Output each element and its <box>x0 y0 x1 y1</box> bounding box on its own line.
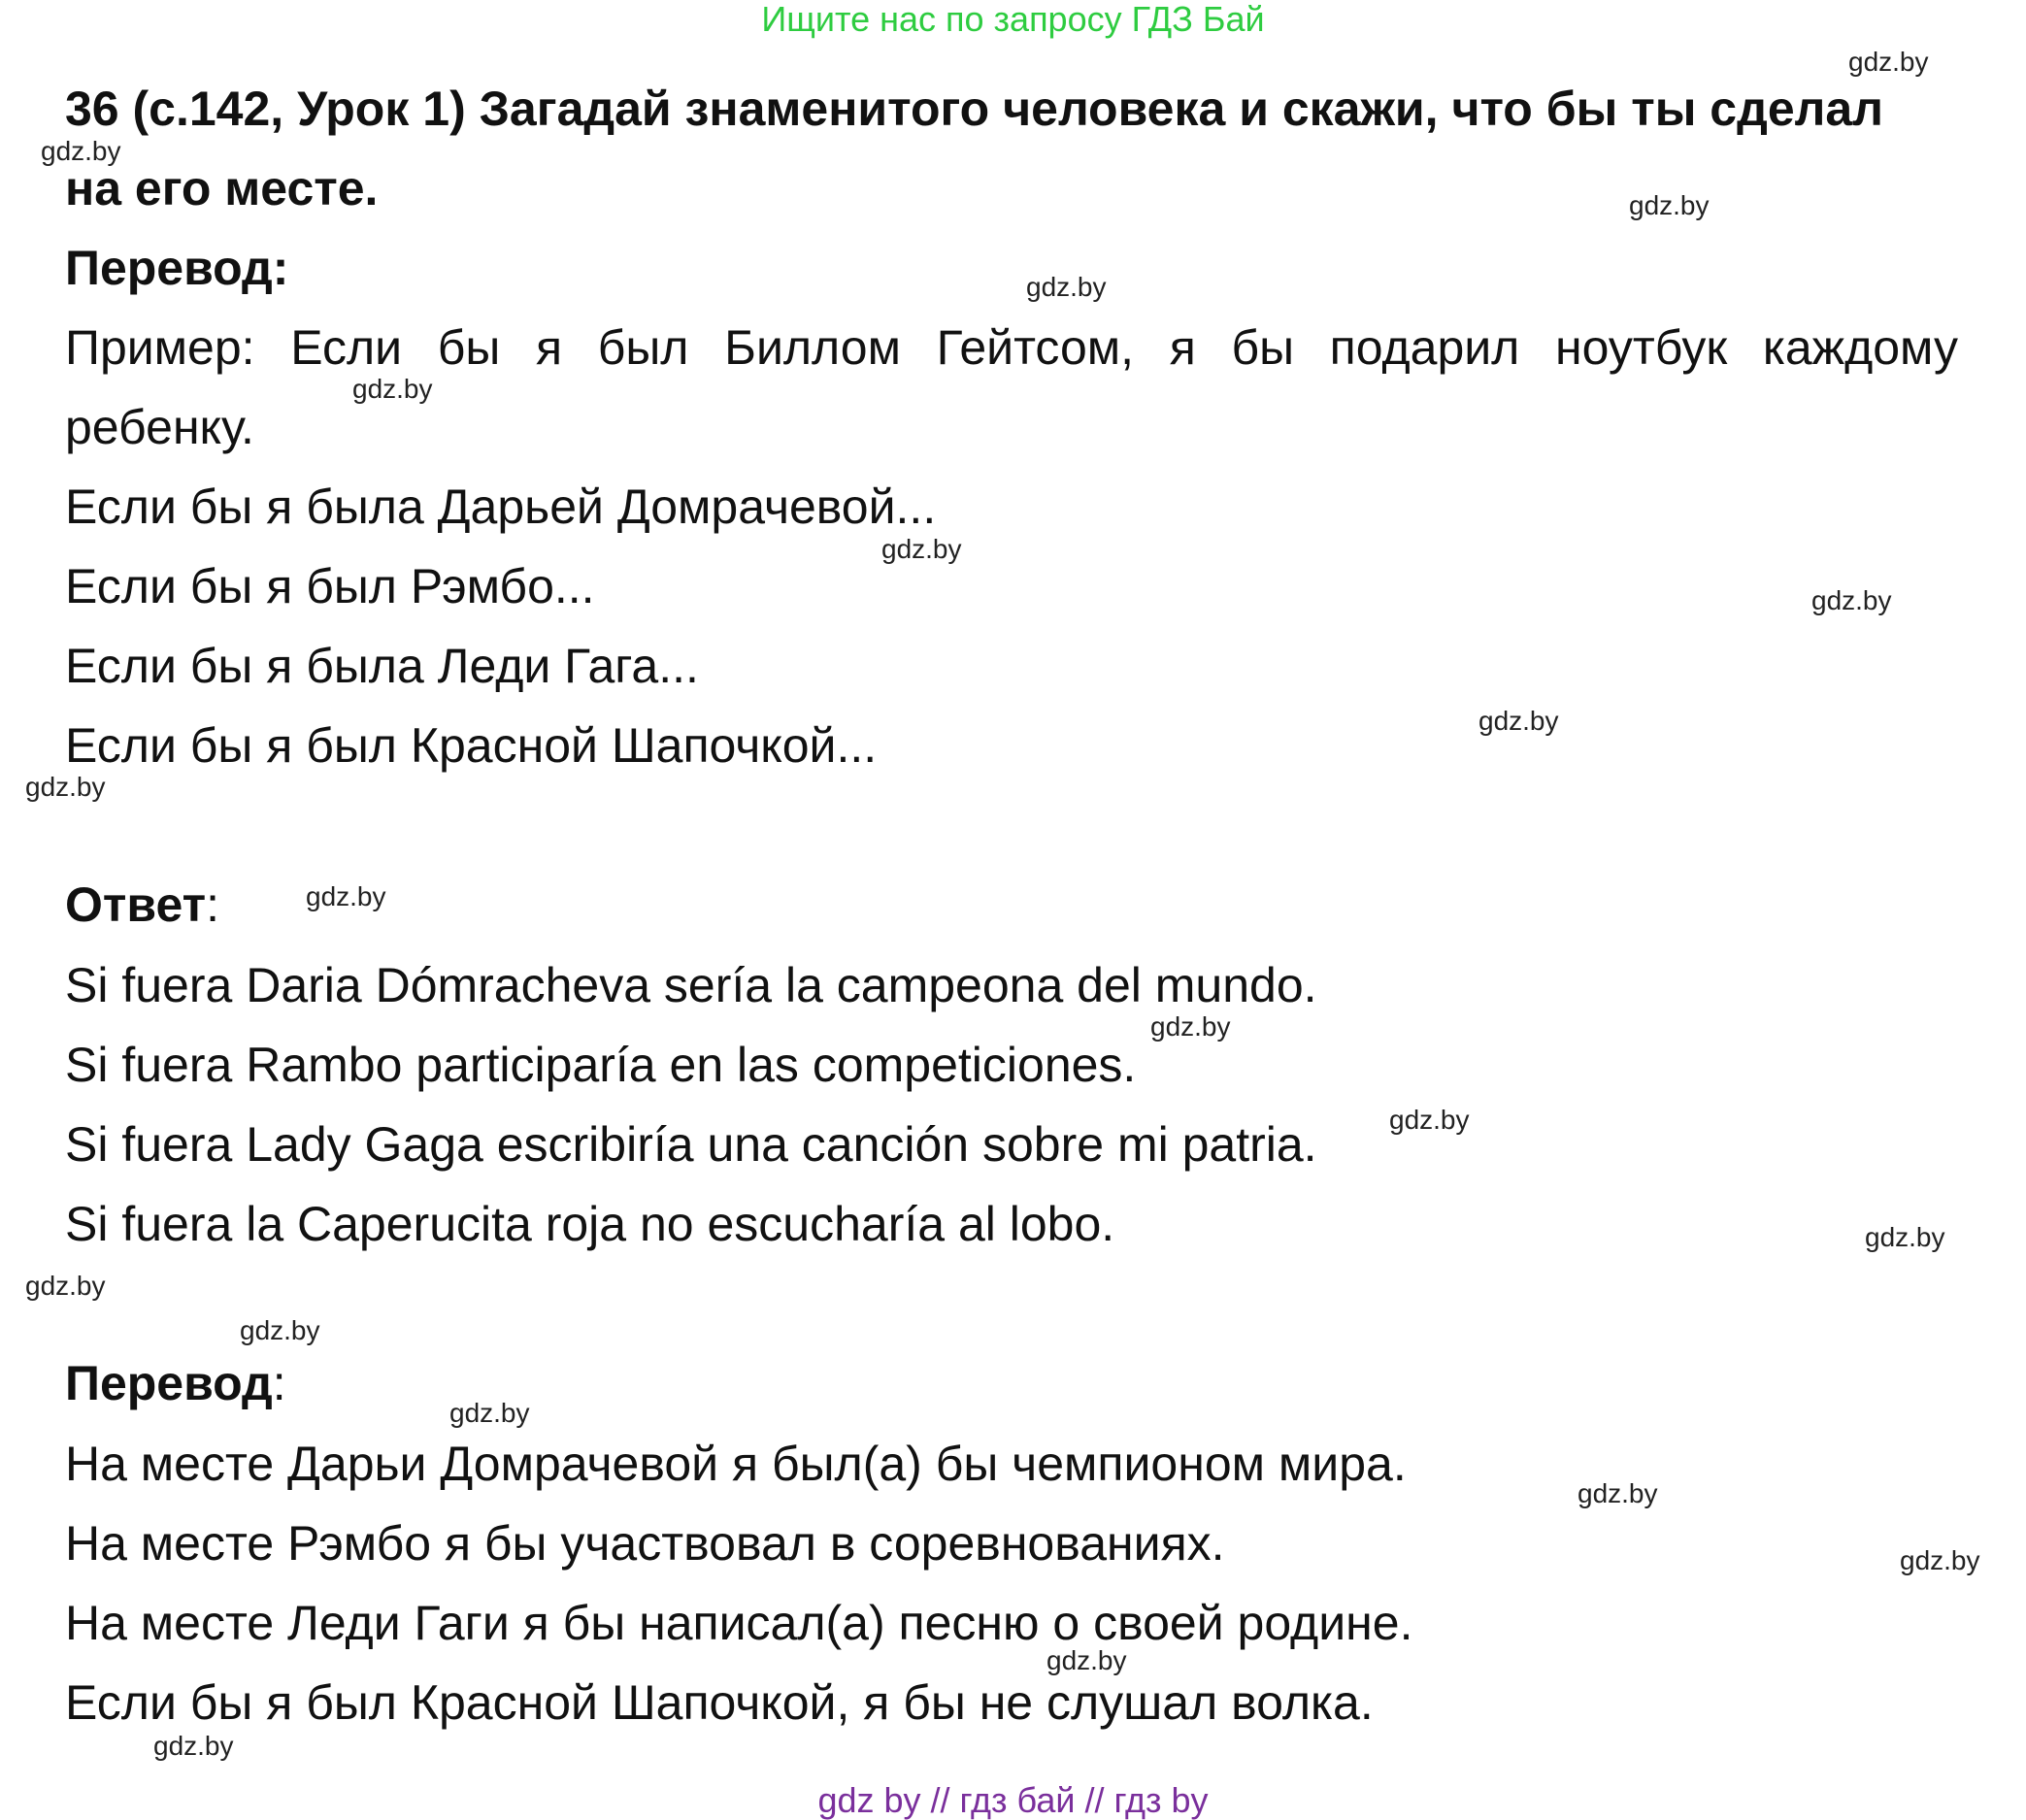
watermark: gdz.by <box>1865 1222 1945 1252</box>
answer-heading-label: Ответ <box>65 877 207 932</box>
translation1-line: Если бы я был Рэмбо... <box>65 559 595 613</box>
watermark: gdz.by <box>1629 190 1710 220</box>
watermark: gdz.by <box>1478 706 1559 736</box>
answer-line: Si fuera Lady Gaga escribiría una canción sobre mi patria. <box>65 1117 1317 1172</box>
watermark: gdz.by <box>881 534 962 564</box>
watermark: gdz.by <box>25 772 106 802</box>
translation2-line: На месте Дарьи Домрачевой я был(а) бы чемпионом мира. <box>65 1437 1407 1491</box>
answer-heading-colon: : <box>206 877 219 932</box>
answer-line: Si fuera la Caperucita roja no escucharía al lobo. <box>65 1197 1115 1251</box>
watermark: gdz.by <box>352 374 433 404</box>
watermark: gdz.by <box>1026 272 1107 302</box>
watermark: gdz.by <box>1150 1011 1231 1042</box>
translation2-line: На месте Леди Гаги я бы написал(а) песню о своей родине. <box>65 1596 1413 1650</box>
task-title-line-2: на его месте. <box>65 161 379 215</box>
watermark: gdz.by <box>25 1271 106 1301</box>
example-line-2: ребенку. <box>65 400 254 454</box>
watermark: gdz.by <box>1046 1645 1127 1675</box>
watermark: gdz.by <box>306 881 386 911</box>
watermark: gdz.by <box>240 1315 320 1345</box>
footer: gdz by // гдз бай // гдз by <box>817 1780 1209 1820</box>
watermark: gdz.by <box>41 136 121 166</box>
translation2-heading-label: Перевод <box>65 1356 273 1410</box>
answer-heading <box>65 876 219 934</box>
translation2-heading-colon: : <box>272 1356 286 1410</box>
translation-heading-2 <box>65 1354 286 1412</box>
answer-line: Si fuera Rambo participaría en las competiciones. <box>65 1038 1137 1092</box>
task-title-line-1: 36 (с.142, Урок 1) Загадай знаменитого человека и скажи, что бы ты сделал <box>65 82 1883 136</box>
watermark: gdz.by <box>1811 585 1892 615</box>
watermark: gdz.by <box>1848 47 1929 77</box>
watermark: gdz.by <box>1900 1545 1980 1575</box>
watermark: gdz.by <box>449 1398 530 1428</box>
answer-line: Si fuera Daria Dómracheva sería la campeona del mundo. <box>65 958 1317 1012</box>
translation-heading-1: Перевод: <box>65 241 289 295</box>
translation1-line: Если бы я был Красной Шапочкой... <box>65 718 878 773</box>
top-banner: Ищите нас по запросу ГДЗ Бай <box>761 0 1265 39</box>
translation2-line: На месте Рэмбо я бы участвовал в соревнованиях. <box>65 1516 1225 1571</box>
watermark: gdz.by <box>1578 1478 1658 1508</box>
watermark: gdz.by <box>153 1731 234 1761</box>
translation1-line: Если бы я была Леди Гага... <box>65 639 699 693</box>
translation1-line: Если бы я была Дарьей Домрачевой... <box>65 480 937 534</box>
translation2-line: Если бы я был Красной Шапочкой, я бы не слушал волка. <box>65 1675 1374 1730</box>
watermark: gdz.by <box>1389 1105 1470 1135</box>
example-line-1: Пример: Если бы я был Биллом Гейтсом, я бы подарил ноутбук каждому <box>65 320 1958 375</box>
